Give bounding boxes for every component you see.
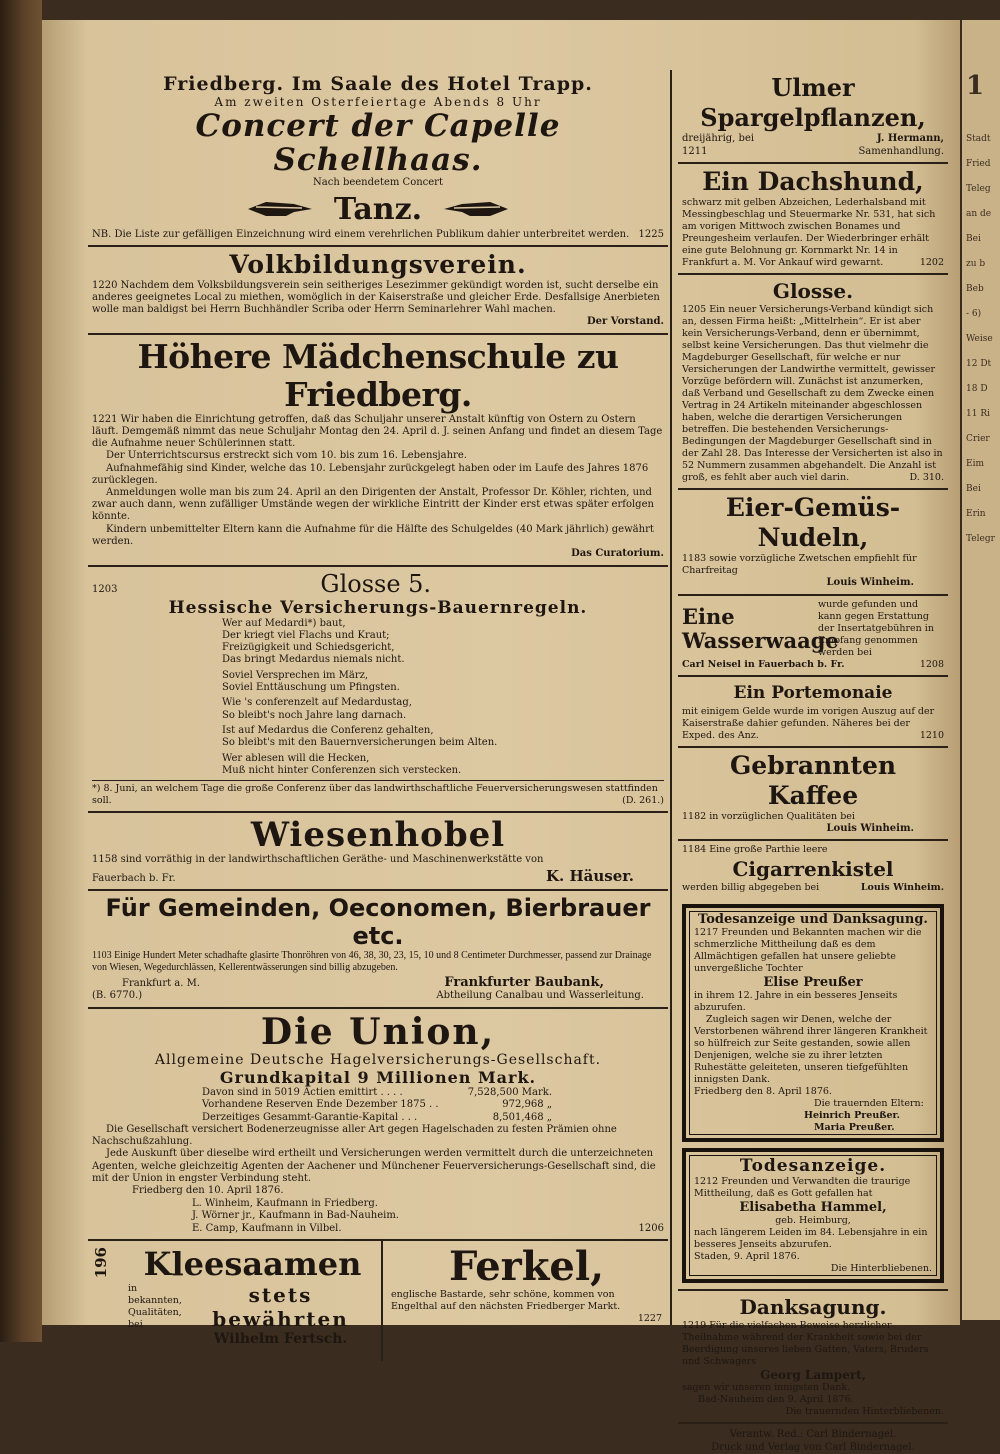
- ad-kleesaamen: [88, 1241, 383, 1361]
- union-date: Friedberg den 10. April 1876.: [132, 1185, 284, 1197]
- klee-tag: stets bewährten: [212, 1283, 349, 1332]
- next-page-fragment: Erin: [966, 509, 986, 519]
- gemeinden-ref-row: [92, 990, 664, 1003]
- union-row-label: Davon sind in 5019 Actien emittirt . . . .: [202, 1086, 403, 1098]
- glosse5-stanza: [222, 697, 664, 722]
- dank-sig: Die trauernden Hinterbliebenen.: [785, 1406, 944, 1417]
- glosse5-head: [92, 570, 664, 598]
- maedchenschule-p4: Anmeldungen wolle man bis zum 24. April an den Dirigenten der Anstalt, Professor Dr. Köhler, richten, und zwar auch dann, wenn zufälliger Umstände wegen der wirkliche Eintritt der Kinder erst etwas später erfolgen könnte.: [92, 487, 654, 523]
- klee-left-text: in bekannten, Qualitäten, bei: [128, 1283, 182, 1331]
- cigarren-sign: Louis Winheim.: [860, 882, 944, 893]
- kaffee-title: Gebrannten Kaffee: [729, 750, 897, 810]
- obit1-date: Friedberg den 8. April 1876.: [694, 1086, 832, 1097]
- cigarren-footer: [682, 882, 944, 894]
- ad-glosse: [678, 275, 948, 490]
- gemeinden-city-row: [92, 975, 664, 991]
- ad-glosse5: [88, 567, 668, 814]
- tanz-row: [92, 192, 664, 227]
- union-row-value: 8,501,468 „: [492, 1111, 552, 1123]
- ulmer-name: J. Hermann,: [876, 133, 944, 144]
- nudeln-title: Eier-Gemüs-Nudeln,: [725, 493, 901, 552]
- pointing-hand-left-icon: [440, 198, 510, 220]
- volksbildung-title: Volkbildungsverein.: [229, 249, 527, 279]
- portemonaie-title: Ein Portemonaie: [733, 682, 893, 703]
- gemeinden-city: Frankfurt a. M.: [122, 977, 201, 989]
- verse-line: Soviel Enttäuschung um Pfingsten.: [222, 682, 400, 694]
- ulmer-shop: Samenhandlung.: [858, 145, 944, 157]
- newspaper-page: [42, 20, 960, 1453]
- glosse-text: [682, 304, 944, 484]
- union-row: [202, 1087, 552, 1100]
- hotel-trapp-headline: Friedberg. Im Saale des Hotel Trapp.: [163, 73, 593, 95]
- verse-line: Wer ablesen will die Hecken,: [222, 752, 370, 764]
- klee-body: [128, 1283, 377, 1347]
- union-row-label: Vorhandene Reserven Ende Dezember 1875 . .: [202, 1099, 439, 1111]
- union-subtitle: Allgemeine Deutsche Hagelversicherungs-Gesellschaft.: [154, 1051, 602, 1068]
- wasserwaage-title: Eine Wasserwaage: [682, 603, 839, 653]
- obit1-name: Elise Preußer: [763, 975, 863, 990]
- ulmer-title: Ulmer Spargelpflanzen,: [700, 73, 926, 132]
- klee-title: Kleesaamen: [143, 1245, 362, 1284]
- glosse5-footnote: [92, 780, 664, 807]
- next-page-fragment: Eim: [966, 459, 984, 469]
- gemeinden-firm: Frankfurter Baubank,: [444, 974, 604, 990]
- next-page-fragment: Bei: [966, 234, 981, 244]
- ad-ulmer: [678, 70, 948, 164]
- verse-line: Ist auf Medardus die Conferenz gehalten,: [222, 724, 434, 736]
- obit2-name: Elisabetha Hammel,: [739, 1200, 887, 1215]
- glosse5-subtitle: Hessische Versicherungs-Bauernregeln.: [168, 597, 588, 618]
- union-row-label: Derzeitiges Gesammt-Garantie-Kapital . . .: [202, 1111, 418, 1123]
- concert-title: Concert der Capelle Schellhaas.: [195, 108, 561, 178]
- obit-preusser: [682, 904, 944, 1142]
- klee-name: Wilhelm Fertsch.: [213, 1331, 348, 1348]
- union-capital: Grundkapital 9 Millionen Mark.: [219, 1067, 537, 1087]
- obit2-born: geb. Heimburg,: [775, 1215, 851, 1226]
- obit1-text: 1217 Freunden und Bekannten machen wir die schmerzliche Mittheilung daß es dem Allmächtigen gefallen hat unsere geliebte unvergeßliche Tochter: [694, 927, 922, 974]
- imprint-publisher: Druck und Verlag von Carl Bindernagel.: [711, 1442, 915, 1453]
- volksbildung-text: 1220 Nachdem dem Volksbildungsverein sein seitheriges Lesezimmer gekündigt worden ist, sucht derselbe ein anderes geeignetes Local zu miethen, womöglich in der Kaiserstraße und gleicher Erde. Desfallsige Anerbieten wolle man baldigst bei Herrn Buchhändler Scriba oder Herrn Seminarlehrer Wahl machen.: [92, 279, 660, 316]
- gemeinden-ref: (B. 6770.): [92, 990, 143, 1002]
- glosse5-verses: [92, 618, 664, 778]
- next-page-fragment: 12 Dt: [966, 359, 992, 369]
- wiesenhobel-text: 1158 sind vorräthig in der landwirthschaftlichen Geräthe- und Maschinenwerkstätte von: [92, 854, 544, 866]
- imprint-editor: Verantw. Red.: Carl Bindernagel.: [729, 1429, 897, 1440]
- dachshund-text: [682, 197, 944, 269]
- dank-text: 1219 Für die vielfachen Beweise herzlicher Theilnahme während der Krankheit sowie bei der Beerdigung unseres lieben Gatten, Vaters, Bruders und Schwagers: [682, 1320, 929, 1367]
- ferkel-num: 1227: [637, 1313, 662, 1325]
- ad-volksbildung: [88, 247, 668, 335]
- ulmer-desc: dreijährig, bei: [682, 133, 755, 144]
- glosse5-stanza: [222, 618, 664, 667]
- maedchenschule-title: Höhere Mädchenschule zu Friedberg.: [137, 336, 619, 414]
- dank-name: Georg Lampert,: [760, 1368, 866, 1382]
- bottom-ads-row: [88, 1241, 668, 1361]
- ulmer-row2: [682, 146, 944, 159]
- glosse5-title: Glosse 5.: [320, 569, 432, 598]
- glosse5-footnote-num: (D. 261.): [622, 795, 664, 807]
- obit2-date: Staden, 9. April 1876.: [694, 1251, 800, 1262]
- next-page-fragment: 18 D: [966, 384, 988, 394]
- glosse5-num: 1203: [92, 583, 118, 595]
- page-number: 196: [92, 1247, 110, 1279]
- portemonaie-text: [682, 706, 944, 742]
- dachshund-num: 1202: [919, 257, 944, 268]
- book-spine: [0, 0, 42, 1342]
- ulmer-num: 1211: [682, 145, 708, 157]
- union-capital-table: [92, 1087, 552, 1125]
- cigarren-title: Cigarrenkistel: [732, 857, 894, 881]
- union-agent-row: [192, 1223, 664, 1236]
- union-p2: Jede Auskunft über dieselbe wird ertheilt und Versicherungen werden vermittelt durch die unterzeichneten Agenten, welche gleichzeitig Agenten der Aachener und Münchener Feuerversicherungs-Gesellschaft sind, die mit der Union in engster Verbindung steht.: [92, 1148, 656, 1184]
- next-page-fragment: Teleg: [966, 184, 991, 194]
- wiesenhobel-title: Wiesenhobel: [250, 815, 506, 856]
- obit1-sig1: Die trauernden Eltern:: [814, 1098, 924, 1109]
- union-row: [202, 1112, 552, 1125]
- ad-nudeln: [678, 490, 948, 596]
- obit1-sig2: Heinrich Preußer.: [804, 1110, 900, 1121]
- wasserwaage-footer: [682, 659, 944, 671]
- verse-line: Der kriegt viel Flachs und Kraut;: [222, 629, 390, 641]
- union-title: Die Union,: [260, 1010, 496, 1053]
- hotel-trapp-nb: [92, 229, 664, 241]
- portemonaie-text-body: mit einigem Gelde wurde im vorigen Auszug auf der Kaiserstraße dahier gefunden. Näheres bei der Exped. des Anz.: [682, 705, 935, 741]
- union-agents: [92, 1198, 664, 1236]
- maedchenschule-p1: 1221 Wir haben die Einrichtung getroffen, daß das Schuljahr unserer Anstalt künftig von Ostern zu Ostern läuft. Demgemäß nimmt das neue Schuljahr Montag den 24. April d. J. seinen Anfang und findet an diesem Tage die Aufnahme neuer Schülerinnen statt.: [92, 413, 663, 450]
- maedchenschule-p3: Aufnahmefähig sind Kinder, welche das 10. Lebensjahr zurückgelegt haben oder im Laufe des Jahres 1876 zurücklegen.: [92, 462, 649, 486]
- obit-hammel: [682, 1148, 944, 1283]
- glosse5-stanza: [222, 753, 664, 778]
- obit2-title: Todesanzeige.: [739, 1156, 887, 1176]
- next-page-fragment: Bei: [966, 484, 981, 494]
- nudeln-sign: Louis Winheim.: [826, 577, 914, 588]
- union-num: 1206: [638, 1222, 664, 1234]
- dank-title: Danksagung.: [739, 1295, 887, 1319]
- glosse5-footnote-text: *) 8. Juni, an welchem Tage die große Conferenz über das landwirthschaftliche Feuerversicherungswesen stattfinden soll.: [92, 783, 658, 807]
- ad-hotel-trapp: [88, 70, 668, 247]
- next-page-fragment: Weise: [966, 334, 993, 344]
- union-p1: Die Gesellschaft versichert Bodenerzeugnisse aller Art gegen Hagelschaden zu festen Prämien ohne Nachschußzahlung.: [92, 1124, 617, 1148]
- next-page-fragment: Beb: [966, 284, 984, 294]
- next-page-fragment: Stadt: [966, 134, 991, 144]
- maedchenschule-p2: Der Unterrichtscursus erstreckt sich vom 10. bis zum 16. Lebensjahre.: [106, 450, 467, 462]
- hotel-trapp-nb-text: NB. Die Liste zur gefälligen Einzeichnung wird einem verehrlichen Publikum dahier unterbreitet werden.: [92, 228, 630, 240]
- next-page-fragment: 11 Ri: [966, 409, 990, 419]
- ad-maedchenschule: [88, 335, 668, 567]
- nudeln-text: 1183 sowie vorzügliche Zwetschen empfiehlt für Charfreitag: [682, 553, 917, 576]
- verse-line: Wer auf Medardi*) baut,: [222, 617, 346, 629]
- glosse5-stanza: [222, 725, 664, 750]
- dachshund-text-body: schwarz mit gelben Abzeichen, Lederhalsband mit Messingbeschlag und Steuermarke Nr. 531, hat sich am vorigen Mittwoch zwischen Bonames und Preungesheim verlaufen. Der Wiederbringer erhält eine gute Belohnung gr. Kornmarkt Nr. 14 in Frankfurt a. M. Vor Ankauf wird gewarnt.: [682, 197, 936, 268]
- glosse-text-body: 1205 Ein neuer Versicherungs-Verband kündigt sich an, dessen Firma heißt: „Mittelrhein“. Er ist aber kein Versicherungs-Verband, denn er übernimmt, selbst keine Versicherungen. Das thut vielmehr die Magdeburger Gesellschaft, für welche er nur Versicherungen der Landwirthe vermittelt, gewisser Vorzüge befördern will. Zunächst ist anzumerken, daß Verband und Gesellschaft zu dem Zwecke einen Vertrag in 24 Artikeln miteinander abgeschlossen haben, welche die derartigen Versicherungen betreffen. Die bestehenden Versicherungs-Bedingungen der Magdeburger Gesellschaft sind in der Zahl 28. Das Interesse der Versicherten ist also in 52 Nummern zusammen abgehandelt. Die Anzahl ist groß, es fehlt aber auch viel darin.: [682, 304, 943, 483]
- concert-after: Nach beendetem Concert: [313, 177, 443, 188]
- glosse-num: D. 310.: [909, 472, 944, 483]
- klee-right: [184, 1283, 377, 1347]
- wiesenhobel-footer: [92, 867, 664, 886]
- dachshund-title: Ein Dachshund,: [702, 167, 924, 196]
- gemeinden-dept: Abtheilung Canalbau und Wasserleitung.: [436, 990, 644, 1002]
- obit2-sig: Die Hinterbliebenen.: [830, 1263, 932, 1274]
- wiesenhobel-sign: K. Häuser.: [545, 866, 634, 885]
- hotel-trapp-num: 1225: [638, 228, 664, 240]
- left-column: [88, 70, 668, 1348]
- gemeinden-text: 1103 Einige Hundert Meter schadhafte glasirte Thonröhren von 46, 38, 30, 23, 15, 10 und 8 Centimeter Durchmesser, passend zur Drainage von Wiesen, Wegedurchlässen, Kellerentwässerungen sind billig abzugeben.: [92, 950, 652, 974]
- wasserwaage-row: [682, 599, 944, 659]
- obit2-text: 1212 Freunden und Verwandten die traurige Mittheilung, daß es Gott gefallen hat: [694, 1176, 911, 1199]
- ad-dachshund: [678, 164, 948, 275]
- ad-danksagung: [678, 1289, 948, 1424]
- tanz-label: Tanz.: [333, 191, 423, 227]
- obit2-text2: nach längerem Leiden im 84. Lebensjahre in ein besseres Jenseits abzurufen.: [694, 1227, 928, 1250]
- ferkel-title: Ferkel,: [448, 1243, 605, 1291]
- maedchenschule-p5: Kindern unbemittelter Eltern kann die Aufnahme für die Hälfte des Schulgeldes (40 Mark jährlich) gewährt werden.: [92, 523, 654, 547]
- obit1-title: Todesanzeige und Danksagung.: [698, 912, 928, 927]
- dank-text2: sagen wir unseren innigsten Dank.: [682, 1382, 851, 1393]
- cigarren-pre: 1184 Eine große Parthie leere: [682, 844, 828, 855]
- obit1-text2: in ihrem 12. Jahre in ein besseres Jenseits abzurufen.: [694, 990, 898, 1013]
- wasserwaage-num: 1208: [919, 658, 944, 670]
- union-row-value: 7,528,500 Mark.: [467, 1086, 552, 1098]
- verse-line: So bleibt's noch Jahre lang darnach.: [222, 709, 407, 721]
- verse-line: Wie 's conferenzelt auf Medardustag,: [222, 697, 412, 709]
- union-agent: E. Camp, Kaufmann in Vilbel.: [192, 1222, 342, 1234]
- imprint: [678, 1424, 948, 1454]
- verse-line: Freizügigkeit und Schiedsgericht,: [222, 642, 395, 654]
- verse-line: Muß nicht hinter Conferenzen sich verstecken.: [222, 764, 462, 776]
- pointing-hand-right-icon: [246, 198, 316, 220]
- portemonaie-num: 1210: [919, 729, 944, 741]
- verse-line: So bleibt's mit den Bauernversicherungen beim Alten.: [222, 737, 498, 749]
- dank-date: Bad-Nauheim den 9. April 1876.: [698, 1394, 854, 1405]
- ulmer-row1: [682, 133, 944, 146]
- verse-line: Das bringt Medardus niemals nicht.: [222, 654, 405, 666]
- ad-gemeinden: [88, 891, 668, 1008]
- ad-kaffee: [678, 748, 948, 842]
- maedchenschule-sign: Das Curatorium.: [571, 548, 664, 560]
- ad-wiesenhobel: [88, 813, 668, 891]
- union-agent: L. Winheim, Kaufmann in Friedberg.: [192, 1197, 378, 1209]
- ad-cigarren: [678, 841, 948, 898]
- cigarren-text: werden billig abgegeben bei: [682, 882, 820, 893]
- verse-line: Soviel Versprechen im März,: [222, 669, 369, 681]
- wiesenhobel-place: Fauerbach b. Fr.: [92, 872, 176, 884]
- next-page-fragment: 1: [966, 71, 985, 101]
- kaffee-text: 1182 in vorzüglichen Qualitäten bei: [682, 810, 855, 822]
- obit1-sig3: Maria Preußer.: [814, 1122, 895, 1133]
- right-column: [670, 70, 948, 1453]
- ad-wasserwaage: [678, 596, 948, 677]
- next-page-fragment: - 6): [966, 309, 982, 319]
- wasserwaage-sign: Carl Neisel in Fauerbach b. Fr.: [682, 658, 845, 670]
- union-row-value: 972,968 „: [502, 1099, 552, 1111]
- next-page-fragment: Crier: [966, 434, 990, 444]
- union-agent: J. Wörner jr., Kaufmann in Bad-Nauheim.: [192, 1210, 399, 1222]
- next-page-fragment: zu b: [966, 259, 986, 269]
- ad-portemonaie: [678, 677, 948, 748]
- gemeinden-title: Für Gemeinden, Oeconomen, Bierbrauer etc.: [105, 894, 651, 951]
- glosse5-stanza: [222, 670, 664, 695]
- next-page-fragment: an de: [966, 209, 992, 219]
- ad-ferkel: [383, 1241, 668, 1361]
- next-page-fragment: Fried: [966, 159, 991, 169]
- next-page-fragment: Telegr: [966, 534, 995, 544]
- obit1-text3: Zugleich sagen wir Denen, welche der Verstorbenen während ihrer längeren Krankheit so hülfreich zur Seite gestanden, sowie allen Denjenigen, welche sie zu ihrer letzten Ruhestätte geleiteten, unseren tiefgefühlten innigsten Dank.: [694, 1014, 928, 1085]
- kaffee-sign: Louis Winheim.: [826, 822, 914, 834]
- ferkel-text: englische Bastarde, sehr schöne, kommen von Engelthal auf den nächsten Friedberger Markt.: [391, 1289, 621, 1313]
- volksbildung-sign: Der Vorstand.: [586, 316, 664, 328]
- ad-union: [88, 1009, 668, 1242]
- next-page-edge: [962, 20, 1000, 1320]
- union-row: [202, 1099, 552, 1112]
- hotel-trapp-subline: Am zweiten Osterfeiertage Abends 8 Uhr: [214, 95, 542, 109]
- wasserwaage-text: wurde gefunden und kann gegen Erstattung der Insertatgebühren in Empfang genommen werden bei: [818, 598, 934, 658]
- glosse-title: Glosse.: [772, 279, 854, 303]
